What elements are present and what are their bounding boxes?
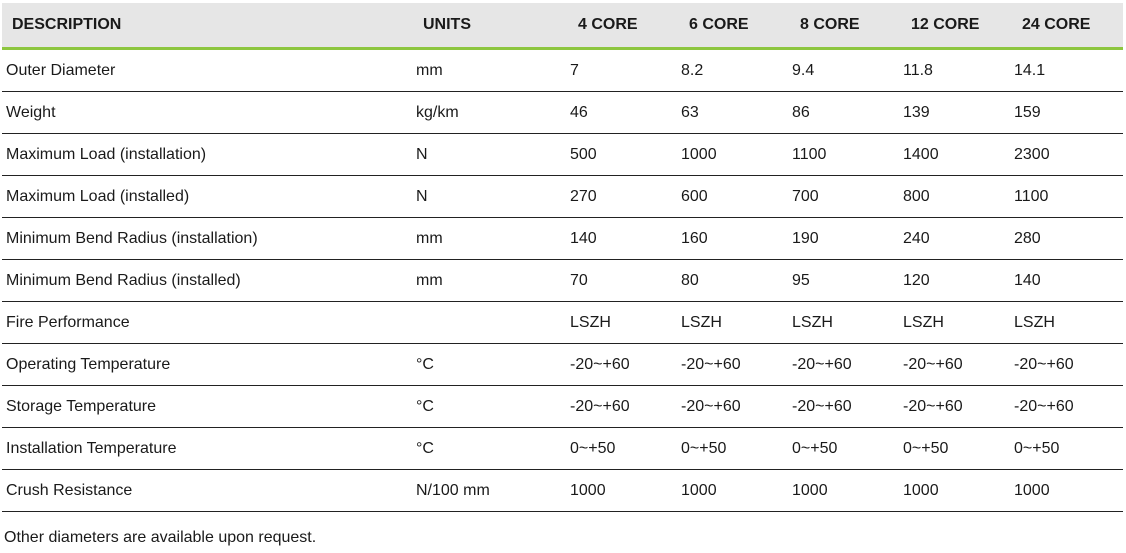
row-value: -20~+60: [1013, 386, 1123, 428]
row-units: [415, 302, 569, 344]
row-value: -20~+60: [680, 344, 791, 386]
row-description: Installation Temperature: [2, 428, 415, 470]
row-value: -20~+60: [791, 386, 902, 428]
header-row: [2, 3, 1123, 49]
footnote: Other diameters are available upon request.: [4, 529, 317, 546]
row-value: 1100: [1013, 176, 1123, 218]
row-value: -20~+60: [902, 386, 1013, 428]
header-12-core: 12 CORE: [902, 3, 1013, 49]
row-value: LSZH: [569, 302, 680, 344]
header-24-core: 24 CORE: [1013, 3, 1123, 49]
row-value: 500: [569, 134, 680, 176]
row-value: 0~+50: [680, 428, 791, 470]
spec-table: [2, 3, 1123, 512]
row-value: 1100: [791, 134, 902, 176]
table-row: [2, 470, 1123, 512]
row-value: LSZH: [680, 302, 791, 344]
row-units: mm: [415, 260, 569, 302]
table-row: [2, 302, 1123, 344]
row-value: 70: [569, 260, 680, 302]
row-value: 1000: [1013, 470, 1123, 512]
row-value: -20~+60: [680, 386, 791, 428]
row-description: Fire Performance: [2, 302, 415, 344]
row-description: Storage Temperature: [2, 386, 415, 428]
row-value: 46: [569, 92, 680, 134]
row-value: 14.1: [1013, 49, 1123, 92]
row-description: Operating Temperature: [2, 344, 415, 386]
header-6-core: 6 CORE: [680, 3, 791, 49]
row-value: 159: [1013, 92, 1123, 134]
row-value: 1000: [791, 470, 902, 512]
row-value: 2300: [1013, 134, 1123, 176]
row-value: LSZH: [1013, 302, 1123, 344]
row-units: N: [415, 134, 569, 176]
row-units: mm: [415, 49, 569, 92]
header-8-core: 8 CORE: [791, 3, 902, 49]
row-description: Maximum Load (installation): [2, 134, 415, 176]
spec-table-container: [2, 3, 1123, 512]
row-description: Minimum Bend Radius (installation): [2, 218, 415, 260]
row-value: 120: [902, 260, 1013, 302]
row-value: 280: [1013, 218, 1123, 260]
table-row: [2, 386, 1123, 428]
row-value: 63: [680, 92, 791, 134]
row-value: 1400: [902, 134, 1013, 176]
row-value: 800: [902, 176, 1013, 218]
table-row: [2, 176, 1123, 218]
row-value: 1000: [680, 470, 791, 512]
row-units: °C: [415, 344, 569, 386]
header-description: DESCRIPTION: [2, 3, 415, 49]
row-units: N/100 mm: [415, 470, 569, 512]
row-description: Outer Diameter: [2, 49, 415, 92]
row-value: 1000: [902, 470, 1013, 512]
row-value: LSZH: [902, 302, 1013, 344]
row-value: -20~+60: [1013, 344, 1123, 386]
row-description: Maximum Load (installed): [2, 176, 415, 218]
row-value: 240: [902, 218, 1013, 260]
row-value: -20~+60: [569, 344, 680, 386]
row-units: kg/km: [415, 92, 569, 134]
table-row: [2, 134, 1123, 176]
row-value: 80: [680, 260, 791, 302]
row-value: 600: [680, 176, 791, 218]
table-row: [2, 49, 1123, 92]
row-value: 140: [569, 218, 680, 260]
row-value: 95: [791, 260, 902, 302]
row-value: 0~+50: [569, 428, 680, 470]
row-value: 700: [791, 176, 902, 218]
row-value: 9.4: [791, 49, 902, 92]
header-4-core: 4 CORE: [569, 3, 680, 49]
row-value: -20~+60: [569, 386, 680, 428]
row-value: 8.2: [680, 49, 791, 92]
table-body: [2, 49, 1123, 512]
table-row: [2, 218, 1123, 260]
table-row: [2, 344, 1123, 386]
table-row: [2, 92, 1123, 134]
row-value: -20~+60: [902, 344, 1013, 386]
row-value: 86: [791, 92, 902, 134]
row-value: 139: [902, 92, 1013, 134]
row-value: 0~+50: [1013, 428, 1123, 470]
header-units: UNITS: [415, 3, 569, 49]
row-value: 0~+50: [791, 428, 902, 470]
row-value: 7: [569, 49, 680, 92]
table-row: [2, 260, 1123, 302]
row-units: mm: [415, 218, 569, 260]
row-value: LSZH: [791, 302, 902, 344]
row-value: 270: [569, 176, 680, 218]
row-value: -20~+60: [791, 344, 902, 386]
row-description: Crush Resistance: [2, 470, 415, 512]
row-value: 1000: [569, 470, 680, 512]
row-value: 190: [791, 218, 902, 260]
row-units: N: [415, 176, 569, 218]
row-value: 0~+50: [902, 428, 1013, 470]
row-units: °C: [415, 428, 569, 470]
row-description: Weight: [2, 92, 415, 134]
row-value: 11.8: [902, 49, 1013, 92]
table-row: [2, 428, 1123, 470]
row-value: 140: [1013, 260, 1123, 302]
row-description: Minimum Bend Radius (installed): [2, 260, 415, 302]
row-units: °C: [415, 386, 569, 428]
row-value: 1000: [680, 134, 791, 176]
row-value: 160: [680, 218, 791, 260]
